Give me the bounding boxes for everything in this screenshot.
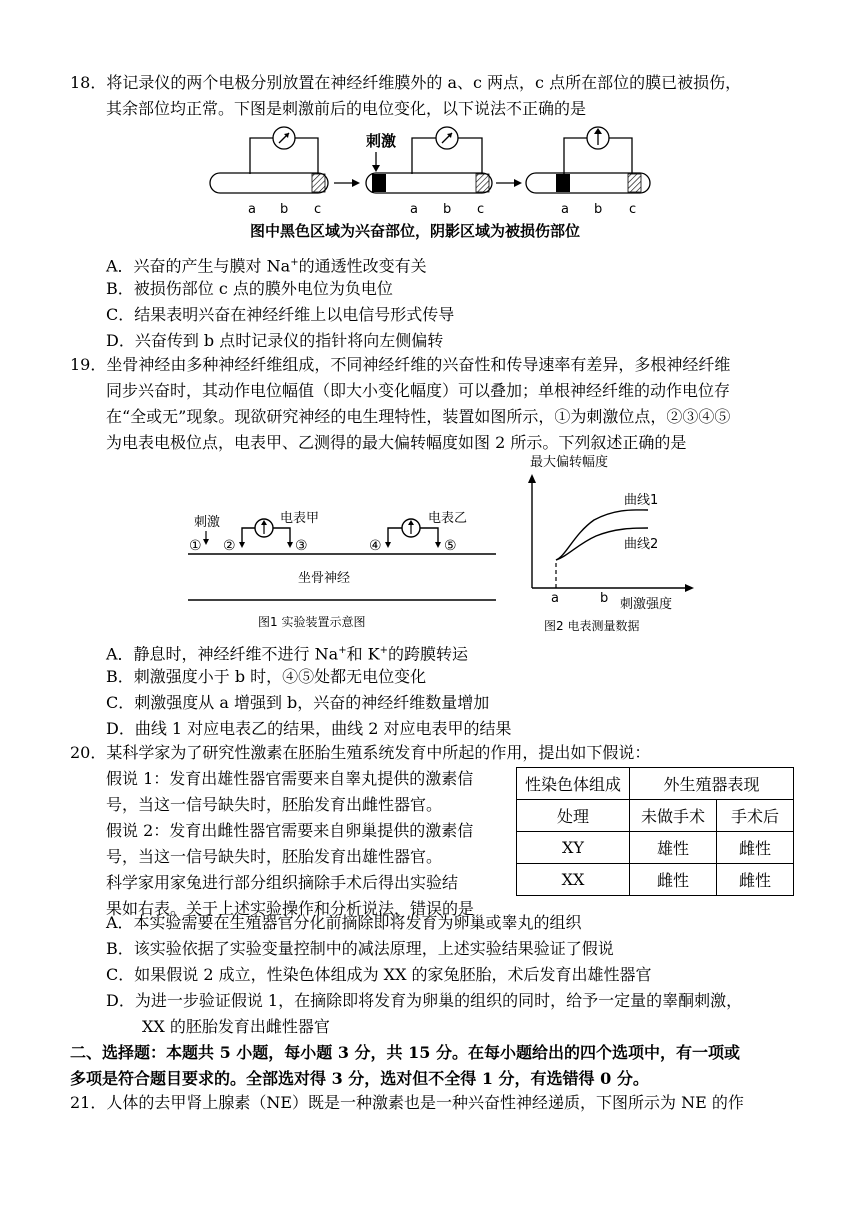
q20-stem-line1: 20．某科学家为了研究性激素在胚胎生殖系统发育中所起的作用，提出如下假说： <box>70 743 651 762</box>
q18-figure <box>200 124 660 234</box>
point-label-a: a <box>561 202 569 217</box>
q20-option-b: B．该实验依据了实验变量控制中的减法原理，上述实验结果验证了假说 <box>106 939 614 958</box>
table-cell: 雌性 <box>717 864 794 896</box>
table-cell: XY <box>517 832 630 864</box>
point-label-c: c <box>314 202 322 217</box>
fig2-tick-b: b <box>600 591 609 606</box>
table-cell: 雌性 <box>630 864 717 896</box>
point-label-a: a <box>248 202 256 217</box>
meter-1-label: 电表甲 <box>280 511 320 526</box>
curve-1-label: 曲线1 <box>624 493 659 508</box>
q20-option-a: A．本实验需要在生殖器官分化前摘除即将发育为卵巢或睾丸的组织 <box>106 913 582 932</box>
section2-header-line2: 多项是符合题目要求的。全部选对得 3 分，选对但不全得 1 分，有选错得 0 分。 <box>70 1069 649 1088</box>
site-1: ① <box>189 538 202 554</box>
table-row <box>517 832 794 864</box>
fiber-before <box>210 127 328 193</box>
point-label-b: b <box>443 202 452 217</box>
nerve-label: 坐骨神经 <box>298 571 351 586</box>
q19-stem-line1: 19．坐骨神经由多种神经纤维组成，不同神经纤维的兴奋性和传导速率有差异，多根神经纤维 <box>70 355 731 374</box>
table-header-cell: 处理 <box>517 800 630 832</box>
table-row <box>517 800 794 832</box>
arrow-1 <box>334 179 360 187</box>
table-row <box>517 768 794 800</box>
site-4: ④ <box>369 538 382 554</box>
table-cell: 雄性 <box>630 832 717 864</box>
section2-header-line1: 二、选择题：本题共 5 小题，每小题 3 分，共 15 分。在每小题给出的四个选项中，有一项或 <box>70 1043 740 1062</box>
q18-stimulus-label: 刺激 <box>366 132 397 150</box>
q19-stem-line3: 在“全或无”现象。现欲研究神经的电生理特性，装置如图所示，①为刺激位点，②③④⑤ <box>106 407 731 426</box>
point-label-b: b <box>594 202 603 217</box>
q19-figure2 <box>520 452 700 636</box>
table-cell: XX <box>517 864 630 896</box>
q20-body-line3: 假说 2：发育出雌性器官需要来自卵巢提供的激素信 <box>106 821 474 840</box>
q19-option-d: D．曲线 1 对应电表乙的结果，曲线 2 对应电表甲的结果 <box>106 719 512 738</box>
fig2-caption: 图2 电表测量数据 <box>544 619 640 633</box>
q20-body-line6: 果如右表。关于上述实验操作和分析说法，错误的是 <box>106 899 475 918</box>
table-header-cell: 性染色体组成 <box>517 768 630 800</box>
point-label-c: c <box>629 202 637 217</box>
curve-2-label: 曲线2 <box>624 537 659 552</box>
q18-option-b: B．被损伤部位 c 点的膜外电位为负电位 <box>106 279 393 298</box>
q20-option-d: D．为进一步验证假说 1，在摘除即将发育为卵巢的组织的同时，给予一定量的睾酮刺激， <box>106 991 743 1010</box>
stimulus-arrow <box>372 152 380 172</box>
fig2-xlabel: 刺激强度 <box>620 597 673 612</box>
q19-stem-line2: 同步兴奋时，其动作电位幅值（即大小变化幅度）可以叠加；单根神经纤维的动作电位存 <box>106 381 731 400</box>
q20-results-table <box>516 767 794 896</box>
table-cell: 雌性 <box>717 832 794 864</box>
table-header-cell: 手术后 <box>717 800 794 832</box>
point-label-b: b <box>280 202 289 217</box>
q20-body-line4: 号，当这一信号缺失时，胚胎发育出雄性器官。 <box>106 847 443 866</box>
fig2-tick-a: a <box>551 591 559 606</box>
q18-stem-line2: 其余部位均正常。下图是刺激前后的电位变化，以下说法不正确的是 <box>106 99 587 118</box>
q18-option-c: C．结果表明兴奋在神经纤维上以电信号形式传导 <box>106 305 455 324</box>
table-header-cell: 未做手术 <box>630 800 717 832</box>
fig1-stimulus-label: 刺激 <box>194 515 221 530</box>
site-2: ② <box>223 538 236 554</box>
table-row <box>517 864 794 896</box>
q18-figure-caption: 图中黑色区域为兴奋部位，阴影区域为被损伤部位 <box>250 222 581 240</box>
q19-option-b: B．刺激强度小于 b 时，④⑤处都无电位变化 <box>106 667 427 686</box>
q18-stem-line1: 18．将记录仪的两个电极分别放置在神经纤维膜外的 a、c 两点，c 点所在部位的膜已被损伤， <box>70 73 742 92</box>
q19-figure1 <box>180 500 510 636</box>
site-5: ⑤ <box>444 538 457 554</box>
point-label-a: a <box>410 202 418 217</box>
q20-body-line2: 号，当这一信号缺失时，胚胎发育出雌性器官。 <box>106 795 443 814</box>
meter-2-label: 电表乙 <box>428 511 468 526</box>
q21-stem-line1: 21．人体的去甲肾上腺素（NE）既是一种激素也是一种兴奋性神经递质，下图所示为 NE 的作 <box>70 1093 744 1112</box>
q19-option-c: C．刺激强度从 a 增强到 b，兴奋的神经纤维数量增加 <box>106 693 490 712</box>
table-header-cell: 外生殖器表现 <box>630 768 794 800</box>
q20-option-c: C．如果假说 2 成立，性染色体组成为 XX 的家兔胚胎，术后发育出雄性器官 <box>106 965 652 984</box>
q20-body-line1: 假说 1：发育出雄性器官需要来自睾丸提供的激素信 <box>106 769 474 788</box>
fiber-excited-b <box>526 127 650 193</box>
arrow-2 <box>496 179 522 187</box>
q20-body-line5: 科学家用家兔进行部分组织摘除手术后得出实验结 <box>106 873 459 892</box>
point-label-c: c <box>477 202 485 217</box>
q18-option-d: D．兴奋传到 b 点时记录仪的指针将向左侧偏转 <box>106 331 444 350</box>
fig1-caption: 图1 实验装置示意图 <box>258 615 366 629</box>
q20-option-d-cont: XX 的胚胎发育出雌性器官 <box>142 1017 330 1036</box>
q18-option-a: A．兴奋的产生与膜对 Na+的通透性改变有关 <box>106 256 427 276</box>
fig2-ylabel: 最大偏转幅度 <box>530 455 609 470</box>
q19-stem-line4: 为电表电极位点，电表甲、乙测得的最大偏转幅度如图 2 所示。下列叙述正确的是 <box>106 433 687 452</box>
q19-option-a: A．静息时，神经纤维不进行 Na+和 K+的跨膜转运 <box>106 644 469 664</box>
site-3: ③ <box>295 538 308 554</box>
